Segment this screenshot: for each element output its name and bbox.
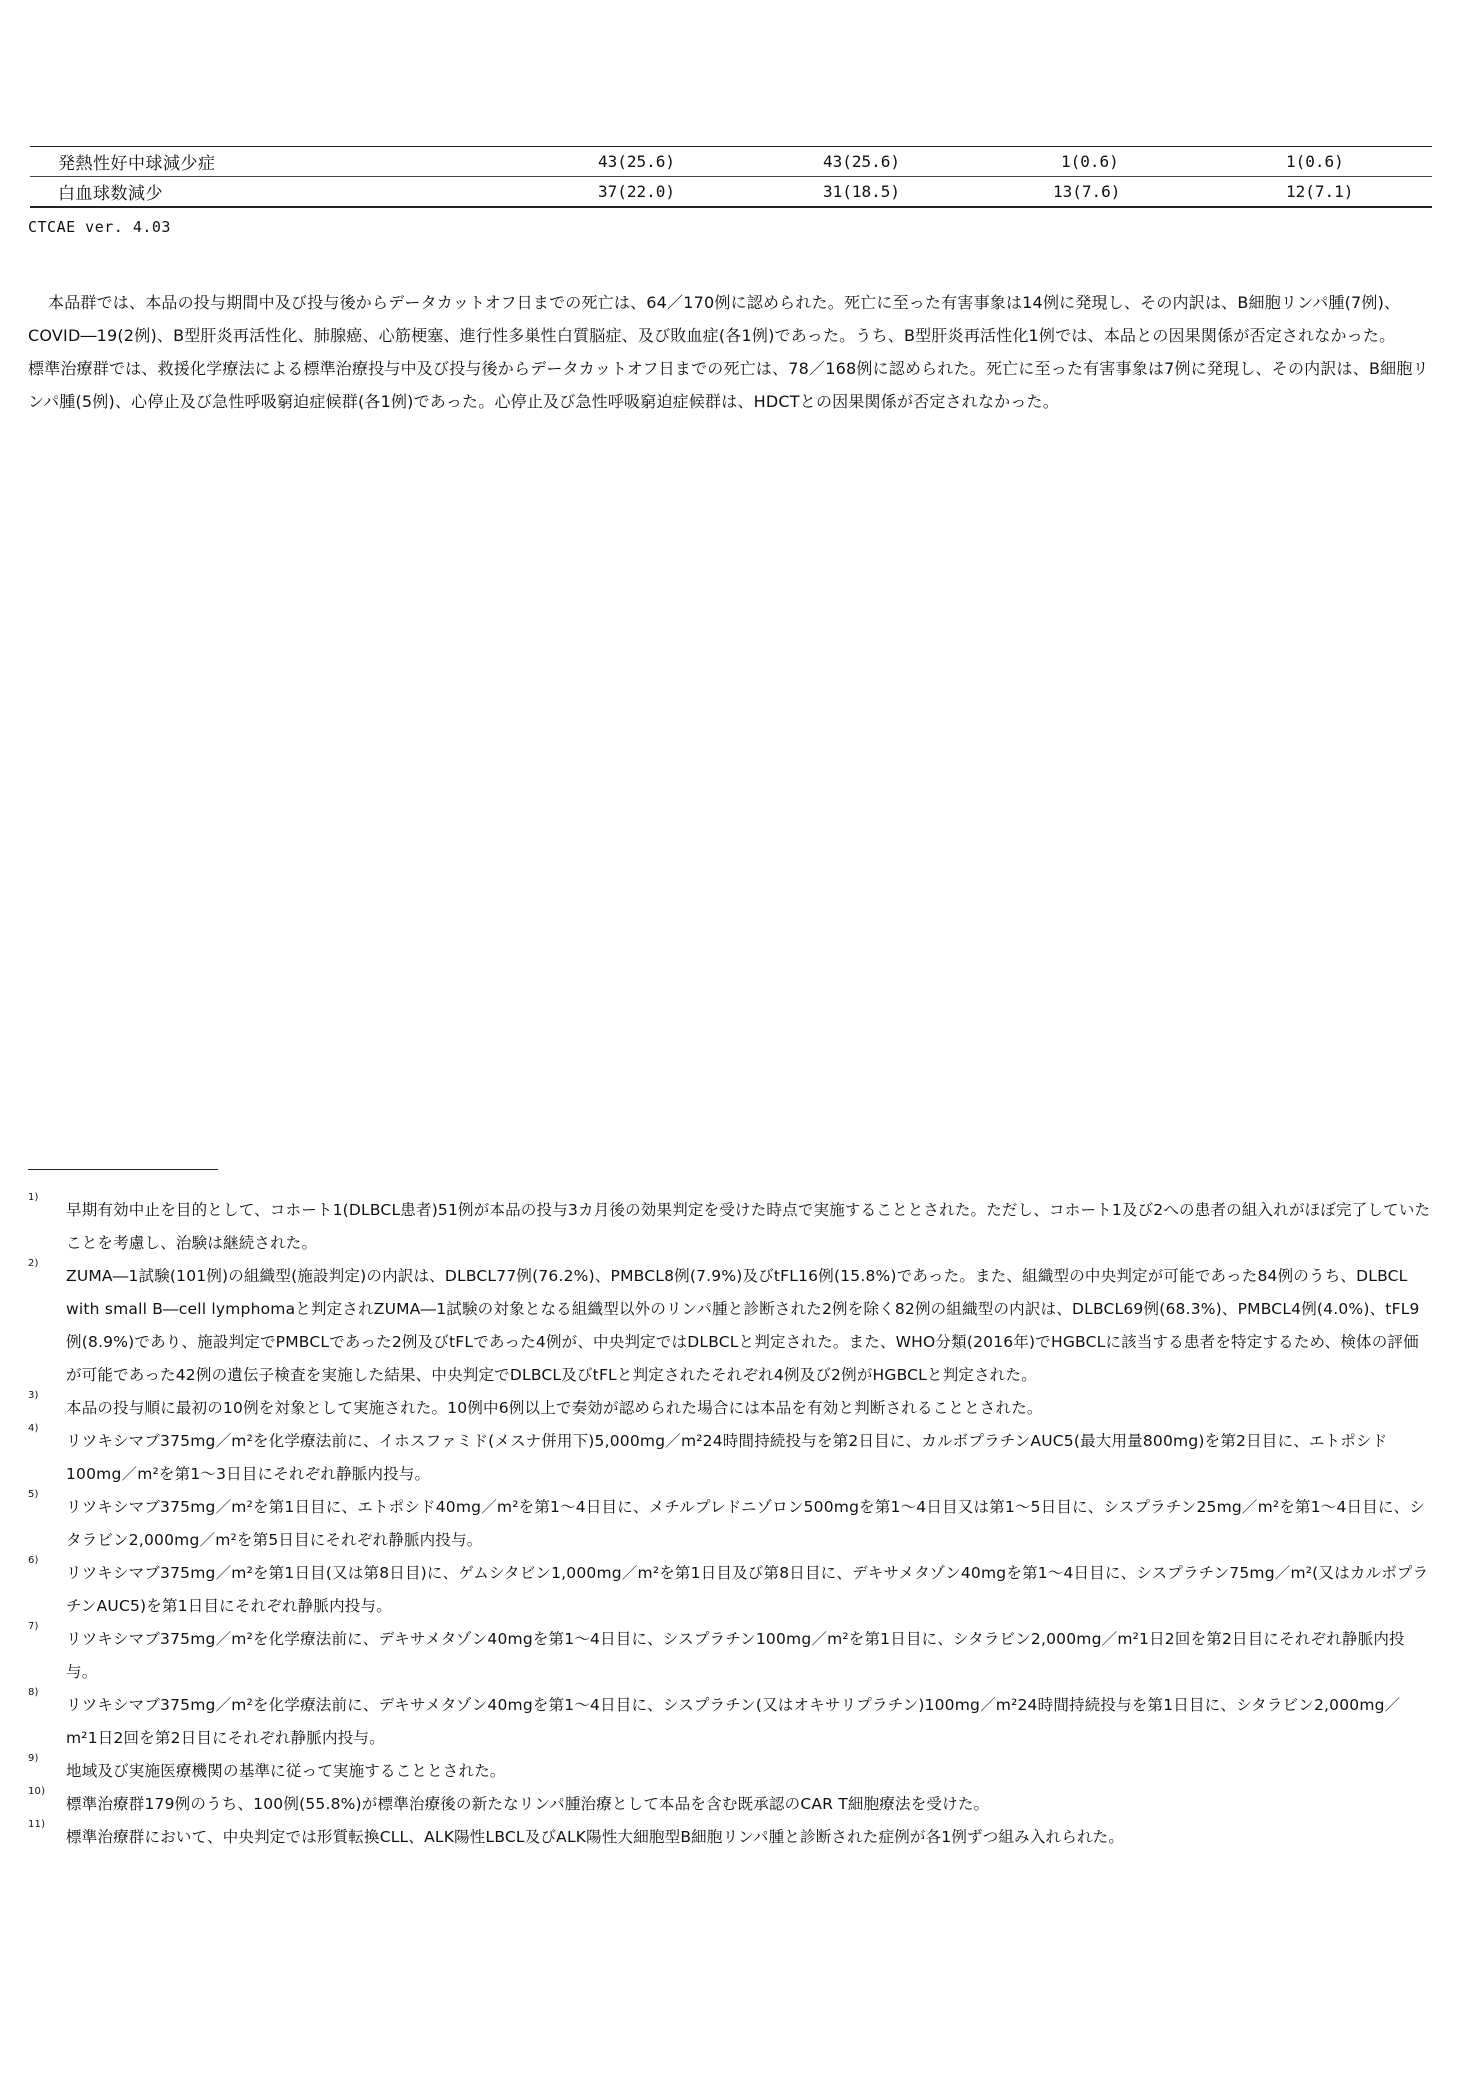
footnote-mark: 8) [28, 1687, 39, 1698]
paragraph: 標準治療群では、救援化学療法による標準治療投与中及び投与後からデータカットオフ日までの死亡は、78／168例に認められた。死亡に至った有害事象は7例に発現し、その内訳は、B細胞リンパ腫(5例)、心停止及び急性呼吸窮迫症候群(各1例)であった。心停止及び急性呼吸窮迫症候群は、HDCTとの因果関係が否定されなかった。 [28, 359, 1429, 411]
body-text [28, 286, 1432, 418]
footnote [28, 1623, 1432, 1689]
footnote-mark: 6) [28, 1555, 39, 1566]
footnote-mark: 10) [28, 1786, 46, 1797]
footnote-text: リツキシマブ375mg／m²を第1日目に、エトポシド40mg／m²を第1～4日目に、メチルプレドニゾロン500mgを第1～4日目又は第1～5日目に、シスプラチン25mg／m²を第1～4日目に、シタラビン2,000mg／m²を第5日目にそれぞれ静脈内投与。 [66, 1498, 1426, 1549]
footnote-text: リツキシマブ375mg／m²を化学療法前に、デキサメタゾン40mgを第1～4日目に、シスプラチン(又はオキサリプラチン)100mg／m²24時間持続投与を第1日目に、シタラビン2,000mg／m²1日2回を第2日目にそれぞれ静脈内投与。 [66, 1696, 1401, 1747]
table-cell-term: 発熱性好中球減少症 [58, 154, 216, 174]
footnote-mark: 4) [28, 1423, 39, 1434]
table-cell-value: 43(25.6) [598, 152, 676, 171]
footnote-mark: 9) [28, 1753, 39, 1764]
footnote-text: 地域及び実施医療機関の基準に従って実施することとされた。 [66, 1762, 506, 1780]
footnote [28, 1557, 1432, 1623]
footnote-mark: 7) [28, 1621, 39, 1632]
table-cell-value: 1(0.6) [1061, 152, 1119, 171]
table-cell-value: 12(7.1) [1286, 177, 1432, 208]
table-cell-term: 白血球数減少 [30, 177, 598, 208]
footnote-text: 早期有効中止を目的として、コホート1(DLBCL患者)51例が本品の投与3カ月後の効果判定を受けた時点で実施することとされた。ただし、コホート1及び2への患者の組入れがほぼ完了していたことを考慮し、治験は継続された。 [66, 1201, 1431, 1252]
footnote [28, 1689, 1432, 1755]
footnote-mark: 3) [28, 1390, 39, 1401]
footnote [28, 1194, 1432, 1260]
table-cell-value: 31(18.5) [823, 177, 1053, 208]
table-row [30, 177, 1432, 208]
footnote [28, 1425, 1432, 1491]
footnote [28, 1821, 1432, 1854]
footnote [28, 1788, 1432, 1821]
table-row [30, 147, 1432, 177]
footnote [28, 1755, 1432, 1788]
adverse-event-table [30, 146, 1432, 208]
footnote [28, 1491, 1432, 1557]
footnote-mark: 11) [28, 1819, 46, 1830]
footnote-text: 標準治療群179例のうち、100例(55.8%)が標準治療後の新たなリンパ腫治療として本品を含む既承認のCAR T細胞療法を受けた。 [66, 1795, 990, 1813]
footnote [28, 1260, 1432, 1392]
footnote-text: 本品の投与順に最初の10例を対象として実施された。10例中6例以上で奏効が認められた場合には本品を有効と判断されることとされた。 [66, 1399, 1043, 1417]
table-cell-value: 37(22.0) [598, 177, 823, 208]
footnote-mark: 1) [28, 1192, 39, 1203]
footnote-text: 標準治療群において、中央判定では形質転換CLL、ALK陽性LBCL及びALK陽性大細胞型B細胞リンパ腫と診断された症例が各1例ずつ組み入れられた。 [66, 1828, 1125, 1846]
footnote-text: ZUMA―1試験(101例)の組織型(施設判定)の内訳は、DLBCL77例(76.2%)、PMBCL8例(7.9%)及びtFL16例(15.8%)であった。また、組織型の中央判定が可能であった84例のうち、DLBCL with small B―cell lymphomaと判定されZUMA―1試験の対象となる組織型以外のリンパ腫と診断された2例を除く82例の組織型の内訳は、DLBCL69例(68.3%)、PMBCL4例(4.0%)、tFL9例(8.9%)であり、施設判定でPMBCLであった2例及びtFLであった4例が、中央判定ではDLBCLと判定された。また、WHO分類(2016年)でHGBCLに該当する患者を特定するため、検体の評価が可能であった42例の遺伝子検査を実施した結果、中央判定でDLBCL及びtFLと判定されたそれぞれ4例及び2例がHGBCLと判定された。 [66, 1267, 1420, 1384]
footnote-text: リツキシマブ375mg／m²を第1日目(又は第8日目)に、ゲムシタビン1,000mg／m²を第1日目及び第8日目に、デキサメタゾン40mgを第1～4日目に、シスプラチン75mg／m²(又はカルボプラチンAUC5)を第1日目にそれぞれ静脈内投与。 [66, 1564, 1429, 1615]
footnote-mark: 5) [28, 1489, 39, 1500]
footnote-text: リツキシマブ375mg／m²を化学療法前に、イホスファミド(メスナ併用下)5,000mg／m²24時間持続投与を第2日目に、カルボプラチンAUC5(最大用量800mg)を第2日目に、エトポシド100mg／m²を第1～3日目にそれぞれ静脈内投与。 [66, 1432, 1388, 1483]
footnotes [28, 1194, 1432, 1854]
table-cell-value: 43(25.6) [823, 152, 901, 171]
paragraph: 本品群では、本品の投与期間中及び投与後からデータカットオフ日までの死亡は、64／170例に認められた。死亡に至った有害事象は14例に発現し、その内訳は、B細胞リンパ腫(7例)、COVID―19(2例)、B型肝炎再活性化、肺腺癌、心筋梗塞、進行性多巣性白質脳症、及び敗血症(各1例)であった。うち、B型肝炎再活性化1例では、本品との因果関係が否定されなかった。 [28, 293, 1401, 345]
table-cell-value: 1(0.6) [1286, 152, 1344, 171]
table-footnote: CTCAE ver. 4.03 [28, 218, 171, 236]
footnote [28, 1392, 1432, 1425]
footnote-mark: 2) [28, 1258, 39, 1269]
footnote-separator [28, 1169, 218, 1170]
footnote-text: リツキシマブ375mg／m²を化学療法前に、デキサメタゾン40mgを第1～4日目に、シスプラチン100mg／m²を第1日目に、シタラビン2,000mg／m²1日2回を第2日目にそれぞれ静脈内投与。 [66, 1630, 1405, 1681]
table-cell-value: 13(7.6) [1053, 177, 1286, 208]
